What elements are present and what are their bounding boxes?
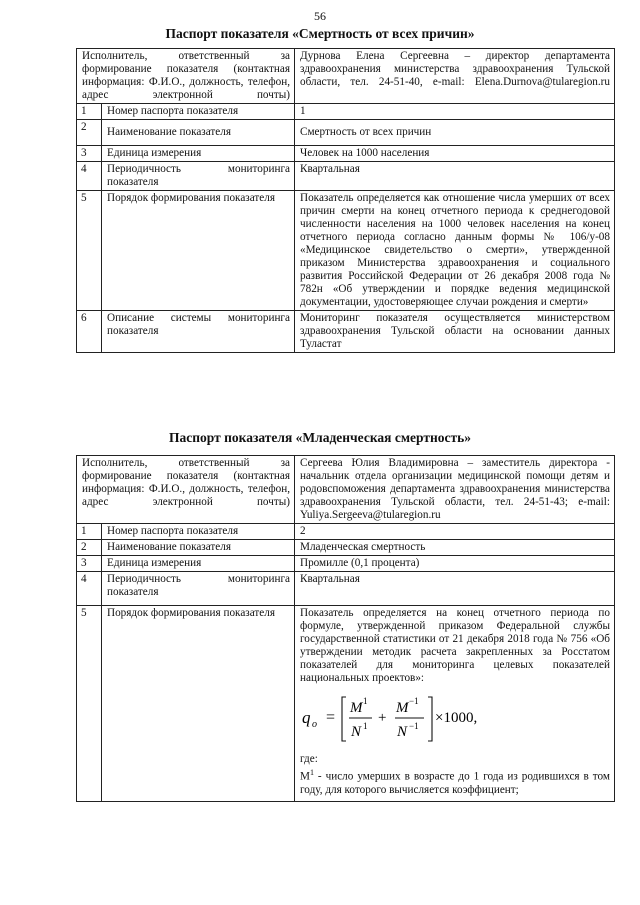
- formula-plus: +: [378, 710, 387, 726]
- passport-1-title: Паспорт показателя «Смертность от всех причин»: [165, 26, 475, 41]
- row-value: [295, 606, 615, 802]
- formula-n2: N: [397, 724, 408, 740]
- m1-symbol: M: [300, 770, 310, 783]
- infant-mortality-formula: [300, 691, 610, 745]
- executor-value: Дурнова Елена Сергеевна – директор департамента здравоохранения министерства здравоохранения Тульской области, тел. 24-51-40, e-mail: Elena.Durnova@tularegion.ru: [295, 49, 615, 104]
- row-number: 2: [77, 540, 102, 556]
- formula-lhs: q: [302, 708, 311, 727]
- table-row: [77, 162, 615, 191]
- table-row: [77, 456, 615, 524]
- row-label: Единица измерения: [102, 146, 295, 162]
- passport-1-table: [76, 48, 615, 353]
- passport-2-table: [76, 455, 615, 802]
- row-label: Наименование показателя: [102, 540, 295, 556]
- table-row: [77, 146, 615, 162]
- row-value: Квартальная: [295, 572, 615, 606]
- formula-m2: M: [396, 700, 409, 716]
- row-value: 1: [295, 104, 615, 120]
- row-value: Младенческая смертность: [295, 540, 615, 556]
- formula-eq: =: [326, 709, 336, 726]
- table-row: [77, 120, 615, 146]
- where-label: где:: [300, 753, 318, 765]
- row-number: 1: [77, 104, 102, 120]
- m1-sup: 1: [309, 768, 314, 777]
- row-label: Порядок формирования показателя: [102, 606, 295, 802]
- row-number: 6: [77, 311, 102, 353]
- formula-lhs-sub: o: [312, 719, 317, 730]
- executor-label: Исполнитель, ответственный за формирование показателя (контактная информация: Ф.И.О., должность, телефон, адрес электронной почты): [77, 456, 295, 524]
- row-value: Смертность от всех причин: [295, 120, 615, 146]
- formula-m2-sup: −1: [409, 696, 419, 706]
- row-label: Номер паспорта показателя: [102, 104, 295, 120]
- table-row: [77, 49, 615, 104]
- m1-description: [300, 766, 610, 797]
- table-row: [77, 104, 615, 120]
- row-number: 5: [77, 606, 102, 802]
- row-label: Периодичность мониторинга показателя: [102, 572, 295, 606]
- row-number: 5: [77, 191, 102, 311]
- row-label: Описание системы мониторинга показателя: [102, 311, 295, 353]
- passport-2-title: Паспорт показателя «Младенческая смертность»: [168, 430, 472, 445]
- formula-m1-sup: 1: [363, 696, 368, 706]
- row-number: 2: [77, 120, 102, 146]
- executor-label: Исполнитель, ответственный за формирование показателя (контактная информация: Ф.И.О., должность, телефон, адрес электронной почты): [77, 49, 295, 104]
- table-row: [77, 606, 615, 802]
- row-label: Наименование показателя: [102, 120, 295, 146]
- right-bracket: [428, 697, 432, 741]
- row-number: 3: [77, 146, 102, 162]
- formula-n1-sup: 1: [363, 721, 368, 731]
- formula-n2-sup: −1: [409, 721, 419, 731]
- table-row: [77, 191, 615, 311]
- executor-value: Сергеева Юлия Владимировна – заместитель директора - начальник отдела организации медицинской помощи детям и родовспоможения департамента здравоохранения министерства здравоохранения Тульской области, тел. 24-51-43; e-mail: Yuliya.Sergeeva@tularegion.ru: [295, 456, 615, 524]
- row-value: 2: [295, 524, 615, 540]
- page-number: 56: [314, 9, 326, 23]
- row-number: 4: [77, 572, 102, 606]
- formula-m1: M: [350, 700, 363, 716]
- formula-n1: N: [351, 724, 362, 740]
- method-intro: Показатель определяется на конец отчетного периода по формуле, утвержденной приказом Федеральной службы государственной статистики от 21 декабря 2018 года № 756 «Об утверждении методик расчета закрепленных за Росстатом показателей для мониторинга целевых показателей национальных проектов»:: [300, 607, 610, 684]
- table-row: [77, 572, 615, 606]
- row-value: Квартальная: [295, 162, 615, 191]
- row-label: Номер паспорта показателя: [102, 524, 295, 540]
- row-number: 4: [77, 162, 102, 191]
- table-row: [77, 311, 615, 353]
- table-row: [77, 524, 615, 540]
- row-value: Мониторинг показателя осуществляется министерством здравоохранения Тульской области на основании данных Туластат: [295, 311, 615, 353]
- row-value: Человек на 1000 населения: [295, 146, 615, 162]
- row-label: Единица измерения: [102, 556, 295, 572]
- row-label: Порядок формирования показателя: [102, 191, 295, 311]
- row-number: 3: [77, 556, 102, 572]
- left-bracket: [342, 697, 346, 741]
- table-row: [77, 540, 615, 556]
- row-label: Периодичность мониторинга показателя: [102, 162, 295, 191]
- row-value: Показатель определяется как отношение числа умерших от всех причин смерти на конец отчетного периода к среднегодовой численности населения на 1000 человек населения на конец отчетного периода согласно данным формы № 106/у-08 «Медицинское свидетельство о смерти», утвержденной приказом Министерства здравоохранения и социального развития Российской Федерации от 26 декабря 2008 года № 782н «Об утверждении и порядке ведения медицинской документации, удостоверяющее случаи рождения и смерти»: [295, 191, 615, 311]
- row-value: Промилле (0,1 процента): [295, 556, 615, 572]
- row-number: 1: [77, 524, 102, 540]
- m1-text: - число умерших в возрасте до 1 года из родившихся в том году, для которого вычисляется коэффициент;: [300, 770, 610, 796]
- table-row: [77, 556, 615, 572]
- formula-times: ×1000,: [435, 710, 478, 726]
